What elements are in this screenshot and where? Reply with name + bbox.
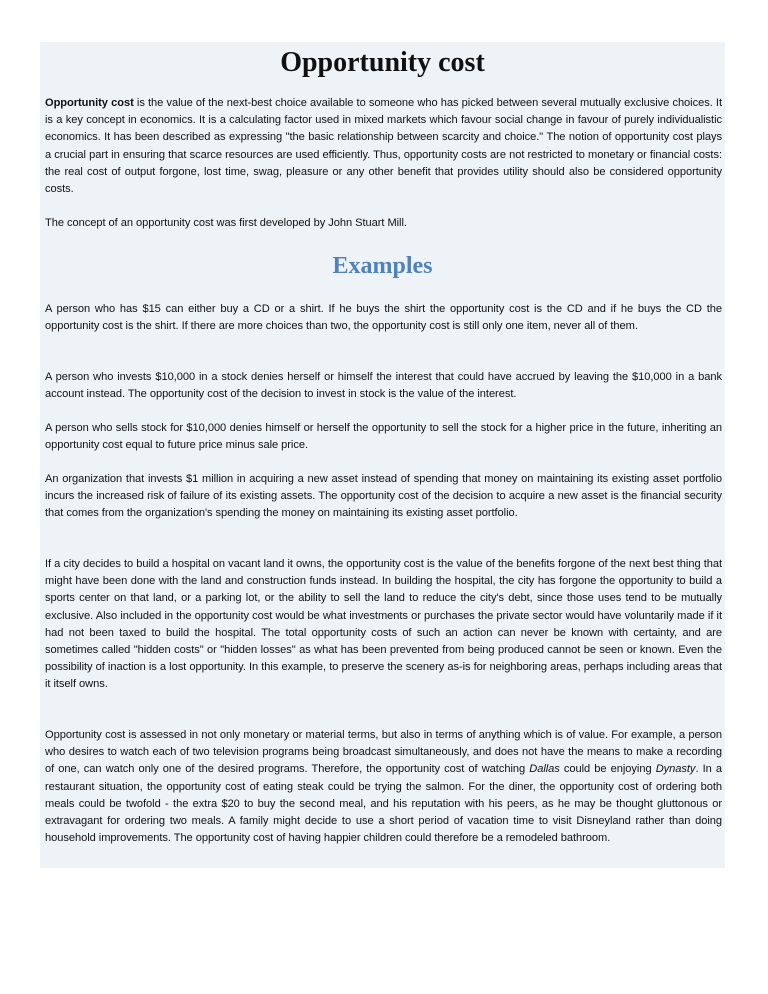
example-paragraph-1: A person who has $15 can either buy a CD or a shirt. If he buys the shirt the opportunity cost is the CD and if he buys the CD the opportunity cost is the shirt. If there are more choices than two, the opportunity cost is still only one item, never all of them. [45,303,722,333]
document-page [40,42,725,868]
final-text-part-3: . In a restaurant situation, the opportunity cost of eating steak could be trying the salmon. For the diner, the opportunity cost of ordering both meals could be twofold - the extra $20 to buy the second meal, and his reputation with his peers, as he may be thought gluttonous or extravagant for ordering two meals. A family might decide to use a short period of vacation time to visit Disneyland rather than doing household improvements. The opportunity cost of having happier children could therefore be a remodeled bathroom. [45,763,722,845]
final-text-part-2: could be enjoying [559,763,656,776]
example-paragraph-4: An organization that invests $1 million in acquiring a new asset instead of spending that money on maintaining its existing asset portfolio incurs the increased risk of failure of its existing assets. The opportunity cost of the decision to acquire a new asset is the financial security that comes from the organization's spending the money on maintaining its existing asset portfolio. [45,473,722,520]
history-paragraph: The concept of an opportunity cost was first developed by John Stuart Mill. [45,217,407,229]
show-title-dallas: Dallas [529,763,560,776]
intro-text: is the value of the next-best choice available to someone who has picked between several mutually exclusive choices. It is a key concept in economics. It is a calculating factor used in mixed markets which favour social change in favour of purely individualistic economics. It has been described as expressing "the basic relationship between scarcity and choice." The notion of opportunity cost plays a crucial part in ensuring that scarce resources are used efficiently. Thus, opportunity costs are not restricted to monetary or financial costs: the real cost of output forgone, lost time, swag, pleasure or any other benefit that provides utility should also be considered opportunity costs. [45,97,722,196]
intro-paragraph [45,95,722,198]
example-paragraph-5: If a city decides to build a hospital on vacant land it owns, the opportunity cost is the value of the benefits forgone of the next best thing that might have been done with the land and construction funds instead. In building the hospital, the city has forgone the opportunity to build a sports center on that land, or a parking lot, or the ability to sell the land to reduce the city's debt, since those uses tend to be mutually exclusive. Also included in the opportunity cost would be what investments or purchases the private sector would have voluntarily made if it had not been taxed to build the hospital. The total opportunity costs of such an action can never be known with certainty, and are sometimes called "hidden costs" or "hidden losses" as what has been prevented from being produced cannot be seen or known. Even the possibility of inaction is a lost opportunity. In this example, to preserve the scenery as-is for neighboring areas, perhaps including areas that it itself owns. [45,558,722,691]
show-title-dynasty: Dynasty [655,763,696,776]
examples-heading: Examples [332,253,433,279]
final-text-part-1: Opportunity cost is assessed in not only monetary or material terms, but also in terms of anything which is of value. For example, a person who desires to watch each of two television programs being broadcast simultaneously, and does not have the means to make a recording of one, can watch only one of the desired programs. Therefore, the opportunity cost of watching [45,729,722,776]
example-paragraph-2: A person who invests $10,000 in a stock denies herself or himself the interest that could have accrued by leaving the $10,000 in a bank account instead. The opportunity cost of the decision to invest in stock is the value of the interest. [45,371,722,401]
example-paragraph-3: A person who sells stock for $10,000 denies himself or herself the opportunity to sell the stock for a higher price in the future, inheriting an opportunity cost equal to future price minus sale price. [45,422,722,452]
page-title: Opportunity cost [280,47,485,78]
final-paragraph [45,727,722,847]
intro-term: Opportunity cost [45,97,134,109]
